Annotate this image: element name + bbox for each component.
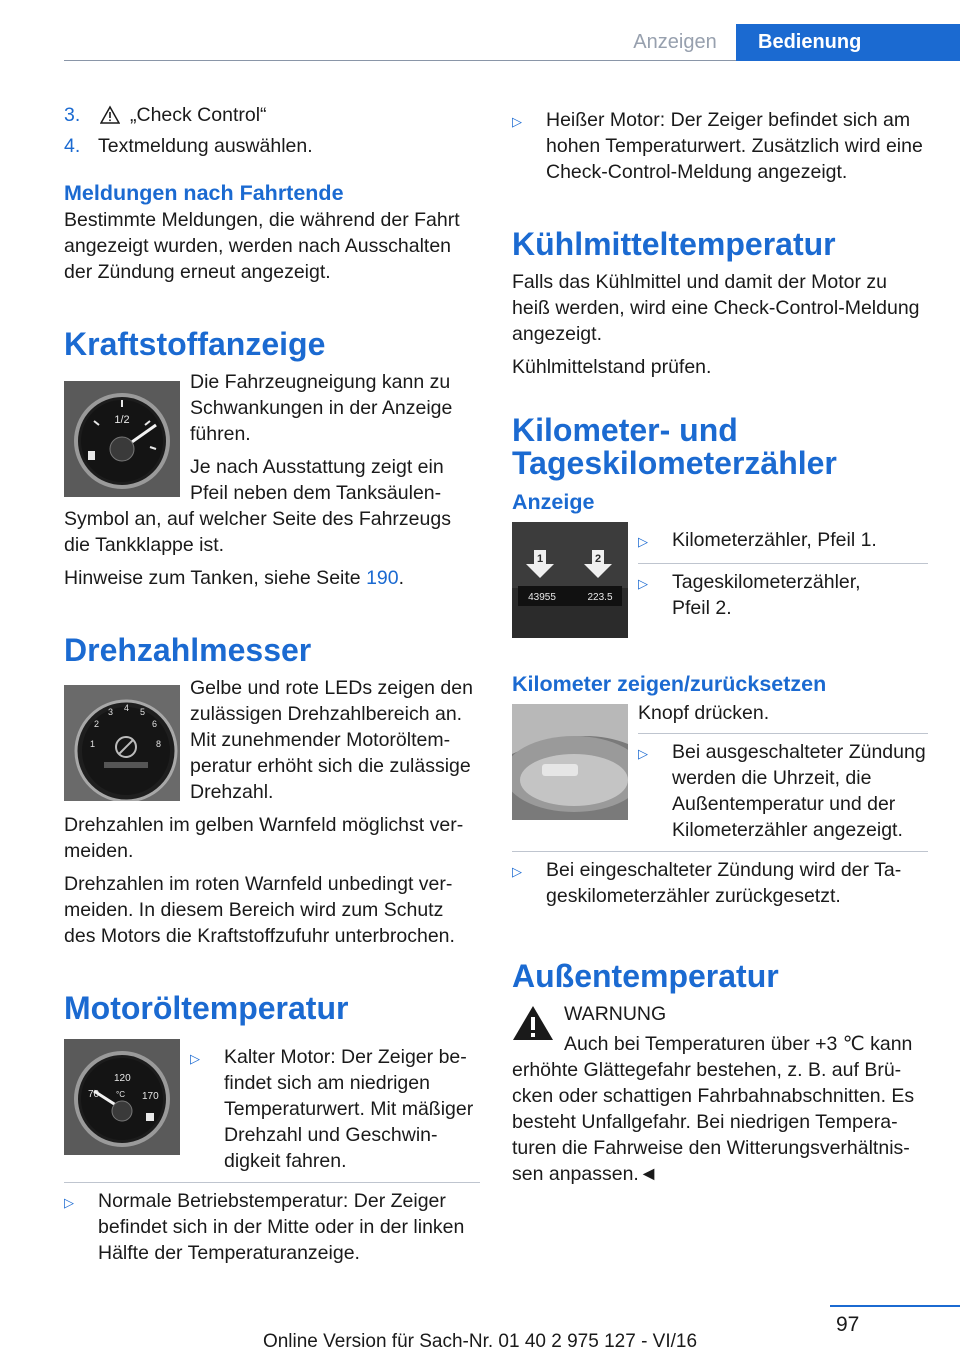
header-rule <box>64 60 736 61</box>
paragraph-fuel-3 <box>64 565 480 591</box>
paragraph-coolant-2: Kühlmittelstand prüfen. <box>512 356 712 378</box>
paragraph-press-button: Knopf drücken. <box>638 702 770 724</box>
oil-gauge-label-120: 120 <box>114 1073 131 1084</box>
triangle-bullet-icon: ▷ <box>512 114 522 129</box>
list-item-text: Kalter Motor: Der Zeiger befindet sich am niedrigen Temperaturwert. Mit mäßiger Drehzahl und Geschwindigkeit fahren. <box>224 1046 474 1172</box>
triangle-bullet-icon: ▷ <box>638 534 648 549</box>
list-item <box>638 733 928 851</box>
heading-oil-temperature: Motoröltemperatur <box>64 990 349 1026</box>
heading-tachometer: Drehzahlmesser <box>64 632 312 668</box>
list-text: „Check Control“ <box>130 104 267 126</box>
paragraph-coolant-1: Falls das Kühlmittel und damit der Motor zu heiß werden, wird eine Check-Control-Meldung angezeigt. <box>512 271 920 345</box>
fuel-gauge-image <box>64 381 180 497</box>
heading-fuel-gauge: Kraftstoffanzeige <box>64 326 326 362</box>
reset-block <box>512 704 928 851</box>
page-number: 97 <box>836 1313 860 1336</box>
paragraph-rpm-3: Drehzahlen im roten Warnfeld unbedingt vermeiden. In diesem Bereich wird zum Schutz des Motors die Kraftstoffzufuhr unterbrochen. <box>64 873 455 947</box>
list-item-text: Bei eingeschalteter Zündung wird der Tageskilometerzähler zurückgesetzt. <box>546 859 902 907</box>
heading-odometer: Kilometer- und Tageskilometerzähler <box>512 412 837 481</box>
triangle-bullet-icon: ▷ <box>638 576 648 591</box>
warning-text: Auch bei Temperaturen über +3 ℃ kann erhöhte Glättegefahr bestehen, z. B. auf Brücken oder schattigen Fahrbahnabschnitten. Es besteht Unfallgefahr. Bei niedrigen Temperaturen die Fahrweise den Witterungsverhältnissen anpassen.◄ <box>512 1033 915 1185</box>
oil-gauge-label-170: 170 <box>142 1091 159 1102</box>
svg-text:1: 1 <box>90 739 96 749</box>
svg-text:8: 8 <box>156 739 162 749</box>
list-item-text: Kilometerzähler, Pfeil 1. <box>672 529 877 551</box>
paragraph-messages: Bestimmte Meldungen, die während der Fahrt angezeigt wurden, werden nach Ausschalten der Zündung erneut angezeigt. <box>64 209 460 283</box>
right-column <box>512 102 928 1194</box>
paragraph-fuel-1: Die Fahrzeugneigung kann zu Schwankungen in der Anzeige führen. <box>190 371 453 445</box>
list-number: 3. <box>64 104 81 126</box>
page-link-190[interactable]: 190 <box>366 567 399 589</box>
paragraph-rpm-1: Gelbe und rote LEDs zeigen den zulässigen Drehzahlbereich an. Mit zunehmender Motoröltemperatur erhöht sich die zulässige Drehzahl. <box>190 677 473 803</box>
list-item <box>64 1182 480 1274</box>
odometer-value: 43955 <box>528 592 556 603</box>
header-tab-anzeigen[interactable]: Anzeigen <box>633 31 717 53</box>
left-column <box>64 102 480 1274</box>
list-item <box>512 102 928 193</box>
odo-arrow-label-2: 2 <box>594 553 602 565</box>
oil-gauge-label-70: 70 <box>88 1089 100 1100</box>
list-item <box>190 1039 480 1182</box>
odometer-block <box>512 522 928 644</box>
list-item-text: Heißer Motor: Der Zeiger befindet sich am hohen Temperaturwert. Zusätzlich wird eine Check-Control-Meldung angezeigt. <box>546 109 923 183</box>
svg-text:3: 3 <box>108 707 114 717</box>
list-item-text: Bei ausgeschalteter Zündung werden die Uhrzeit, die Außentemperatur und der Kilometerzähler angezeigt. <box>672 741 926 841</box>
list-item-3 <box>64 102 480 128</box>
heading-show-reset-km: Kilometer zeigen/zurücksetzen <box>512 672 827 696</box>
warning-triangle-icon <box>512 1005 554 1041</box>
footer-rule <box>830 1305 960 1307</box>
list-number: 4. <box>64 135 81 157</box>
reset-bullet-list <box>638 704 928 851</box>
warning-triangle-icon <box>100 105 120 125</box>
odometer-bullet-list <box>638 522 928 629</box>
warning-title: WARNUNG <box>564 1003 667 1025</box>
fuel-gauge-label: 1/2 <box>114 414 130 426</box>
svg-text:4: 4 <box>124 703 130 713</box>
list-item <box>638 522 928 563</box>
triangle-bullet-icon: ▷ <box>190 1051 200 1066</box>
svg-text:6: 6 <box>152 719 158 729</box>
fuel-hint-end: . <box>398 567 405 589</box>
svg-text:2: 2 <box>94 719 100 729</box>
fuel-hint-text: Hinweise zum Tanken, siehe Seite <box>64 567 367 589</box>
svg-text:5: 5 <box>140 707 146 717</box>
heading-coolant-temperature: Kühlmitteltemperatur <box>512 226 836 262</box>
oil-temperature-block <box>64 1039 480 1182</box>
list-item-text: Normale Betriebstemperatur: Der Zeiger befindet sich in der Mitte oder in der linken Hälfte der Temperaturanzeige. <box>98 1190 465 1264</box>
list-item-4 <box>64 133 480 159</box>
triangle-bullet-icon: ▷ <box>638 746 648 761</box>
list-text: Textmeldung auswählen. <box>98 135 313 157</box>
trip-odometer-value: 223.5 <box>587 592 613 603</box>
triangle-bullet-icon: ▷ <box>512 864 522 879</box>
paragraph-rpm-2: Drehzahlen im gelben Warnfeld möglichst vermeiden. <box>64 814 464 862</box>
header-tab-bedienung[interactable]: Bedienung <box>736 24 960 61</box>
list-item <box>512 851 928 917</box>
odometer-display-image <box>512 522 628 638</box>
warning-box <box>512 1001 928 1187</box>
heading-display: Anzeige <box>512 490 595 514</box>
oil-temperature-gauge-image <box>64 1039 180 1155</box>
tachometer-image <box>64 685 180 801</box>
odo-arrow-label-1: 1 <box>536 553 544 565</box>
heading-outside-temperature: Außentemperatur <box>512 958 779 994</box>
list-item <box>638 563 928 629</box>
reset-button-image <box>512 704 628 820</box>
paragraph-fuel-2: Je nach Ausstattung zeigt ein Pfeil neben dem Tanksäulen-Symbol an, auf welcher Seite des Fahrzeugs die Tankklappe ist. <box>64 456 451 556</box>
heading-messages-after-drive: Meldungen nach Fahrtende <box>64 181 344 205</box>
triangle-bullet-icon: ▷ <box>64 1195 74 1210</box>
footer-version-text: Online Version für Sach-Nr. 01 40 2 975 127 - VI/16 <box>262 1331 698 1352</box>
oil-bullet-list-1 <box>190 1039 480 1182</box>
oil-gauge-label-unit: °C <box>116 1090 125 1099</box>
list-item-text: Tageskilometerzähler, Pfeil 2. <box>672 571 861 619</box>
